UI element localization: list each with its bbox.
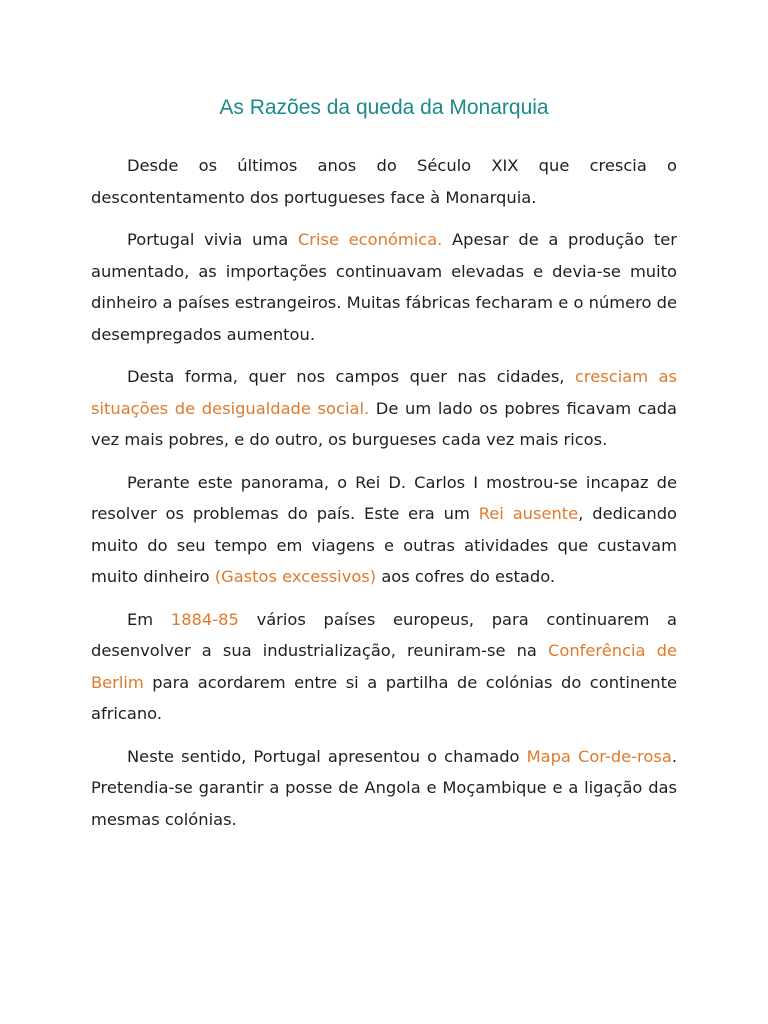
document-page — [91, 88, 677, 846]
text-segment: Desta forma, quer nos campos quer nas cidades, — [127, 367, 575, 386]
paragraph — [91, 604, 677, 730]
text-segment: para acordarem entre si a partilha de colónias do continente africano. — [91, 672, 677, 723]
highlighted-text: Rei ausente — [478, 504, 579, 523]
text-segment: Em — [127, 609, 171, 629]
text-segment: aos cofres do estado. — [376, 567, 556, 586]
text-segment: . Pretendia-se garantir a posse de Angola e Moçambique e a ligação das mesmas colónias. — [91, 746, 677, 829]
paragraph — [91, 224, 677, 350]
text-segment: Neste sentido, Portugal apresentou o chamado — [127, 746, 527, 766]
text-segment: vários países europeus, para continuarem a desenvolver a sua industrialização, reuniram-se na — [91, 609, 677, 660]
paragraph — [91, 361, 677, 456]
highlighted-text: (Gastos excessivos) — [214, 567, 377, 586]
paragraph — [91, 741, 677, 836]
highlighted-text: cresciam as situações de desigualdade social. — [91, 367, 678, 418]
document-title: As Razões da queda da Monarquia — [219, 96, 549, 119]
text-segment: Desde os últimos anos do Século XIX que crescia o descontentamento dos portugueses face à Monarquia. — [91, 156, 677, 207]
highlighted-text: Mapa Cor-de-rosa — [526, 746, 672, 766]
highlighted-text: 1884-85 — [170, 609, 239, 629]
highlighted-text: Conferência de Berlim — [91, 641, 677, 692]
document-body — [91, 150, 677, 835]
text-segment: Apesar de a produção ter aumentado, as importações continuavam elevadas e devia-se muito dinheiro a países estrangeiros. Muitas fábricas fecharam e o número de desempregados aumentou. — [91, 230, 677, 344]
text-segment: De um lado os pobres ficavam cada vez mais pobres, e do outro, os burgueses cada vez mais ricos. — [91, 398, 677, 449]
text-segment: Portugal vivia uma — [127, 230, 298, 249]
text-segment: , dedicando muito do seu tempo em viagens e outras atividades que custavam muito dinheiro — [91, 504, 678, 586]
text-segment: Perante este panorama, o Rei D. Carlos I mostrou-se incapaz de resolver os problemas do país. Este era um — [91, 472, 677, 523]
paragraph — [91, 150, 677, 213]
paragraph — [91, 467, 677, 593]
highlighted-text: Crise económica. — [297, 230, 443, 249]
